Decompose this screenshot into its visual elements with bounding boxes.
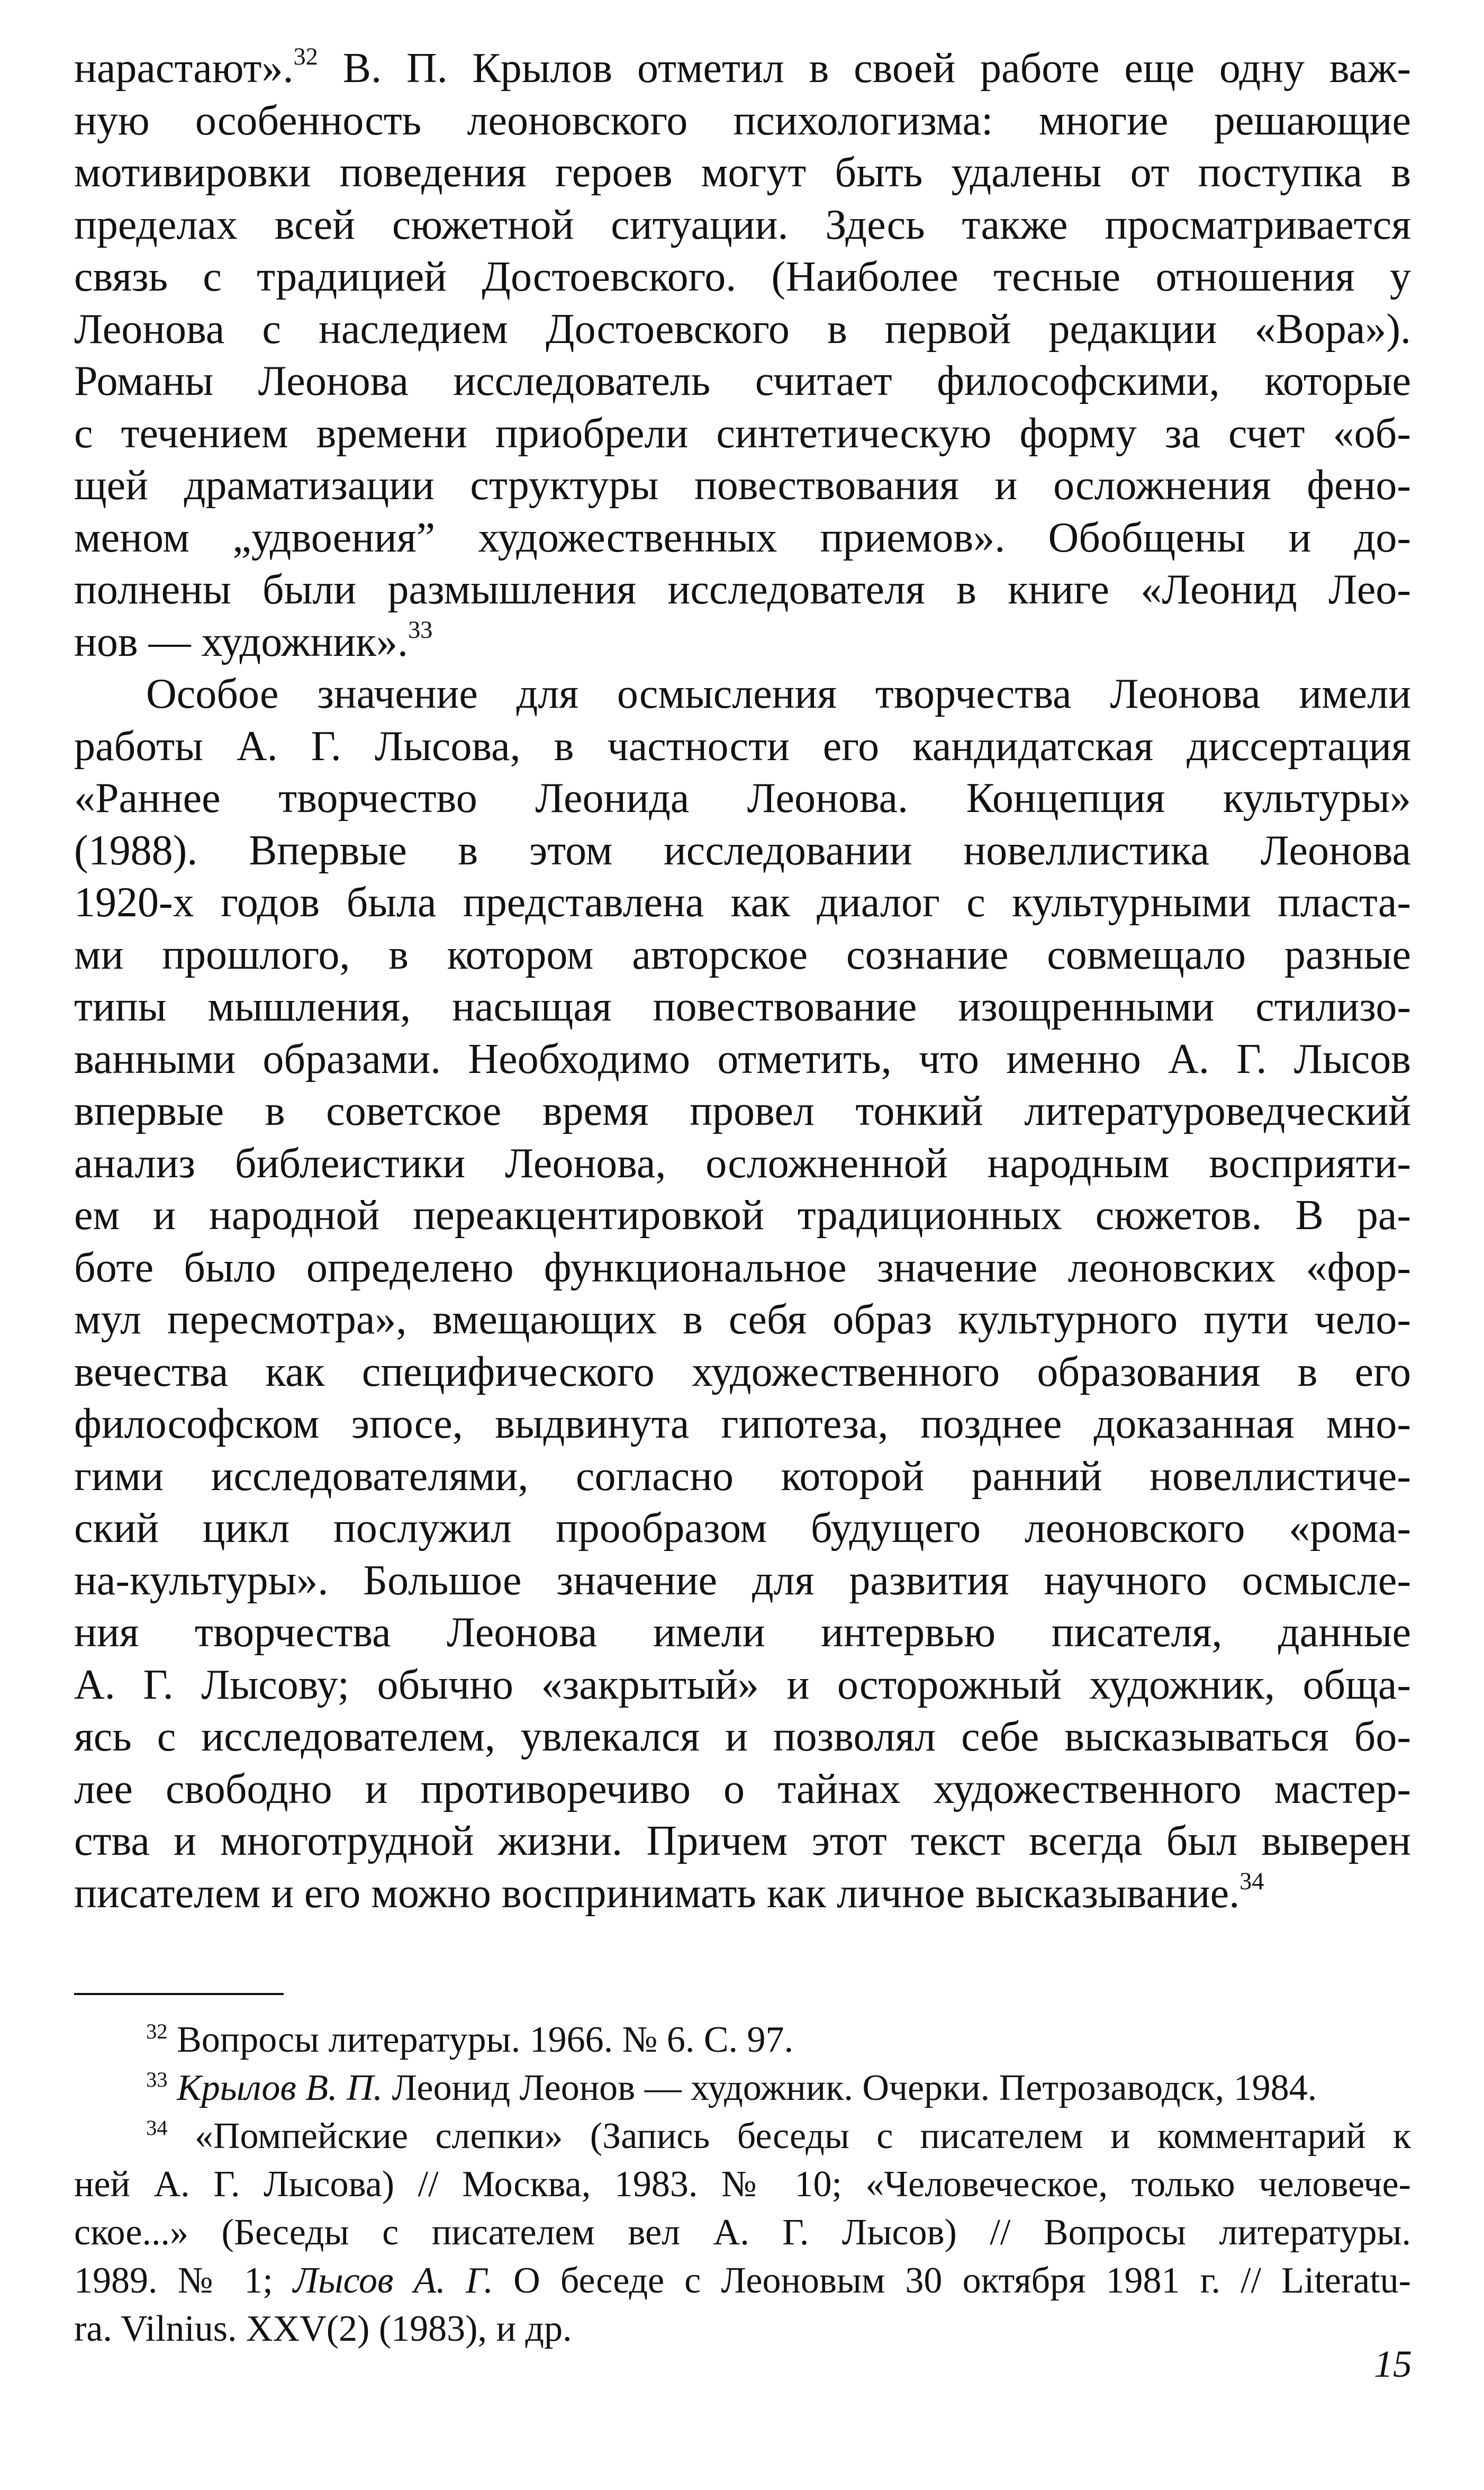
footnotes (74, 2016, 1411, 2353)
paragraph-2 (74, 668, 1411, 1919)
text-line: ванными образами. Необходимо отметить, что именно А. Г. Лысов (74, 1035, 1411, 1082)
footnote-line: 1989. № 1; Лысов А. Г. О беседе с Леоновым 30 октября 1981 г. // Literatu- (74, 2260, 1411, 2301)
footnote-33: $^{33}$ Крылов В. П. Леонид Леонов — художник. Очерки. Петрозаводск, 1984. (146, 2067, 1317, 2108)
text-line: ем и народной переакцентировкой традиционных сюжетов. В ра- (74, 1192, 1411, 1239)
text-line: щей драматизации структуры повествования и осложнения фено- (74, 462, 1411, 509)
text-line: пределах всей сюжетной ситуации. Здесь также просматривается (74, 201, 1411, 248)
text-line: 1920-х годов была представлена как диалог с культурными пласта- (74, 879, 1411, 926)
footnote-number: 34 (146, 2115, 168, 2140)
text-line: «Раннее творчество Леонида Леонова. Концепция культуры» (74, 775, 1411, 822)
footnote-34 (74, 2112, 1411, 2353)
text-line: (1988). Впервые в этом исследовании новеллистика Леонова (74, 827, 1411, 874)
text-line: боте было определено функциональное значение леоновских «фор- (74, 1244, 1411, 1291)
text-line: ния творчества Леонова имели интервью писателя, данные (74, 1609, 1411, 1656)
footnote-line: ское...» (Беседы с писателем вел А. Г. Лысов) // Вопросы литературы. (74, 2212, 1411, 2253)
footnote-ref-33[interactable]: 33 (408, 617, 433, 644)
page-number: 15 (1374, 2343, 1412, 2385)
text-line: мул пересмотра», вмещающих в себя образ культурного пути чело- (74, 1296, 1411, 1343)
text-line: гими исследователями, согласно которой ранний новеллистиче- (74, 1452, 1411, 1500)
footnote-line: ra. Vilnius. XXV(2) (1983), и др. (74, 2308, 572, 2349)
footnote-line: ней А. Г. Лысова) // Москва, 1983. № 10; «Человеческое, только человече- (74, 2164, 1411, 2205)
text-line: Особое значение для осмысления творчества Леонова имели (146, 671, 1411, 717)
footnote-ref-34[interactable]: 34 (1239, 1868, 1264, 1896)
text-line: мотивировки поведения героев могут быть удалены от поступка в (74, 149, 1411, 196)
text-line: полнены были размышления исследователя в книге «Леонид Лео- (74, 566, 1411, 613)
footnote-separator (74, 1993, 284, 1995)
text-line: А. Г. Лысову; обычно «закрытый» и осторожный художник, обща- (74, 1661, 1411, 1708)
text-line: связь с традицией Достоевского. (Наиболее тесные отношения у (74, 254, 1411, 300)
footnote-author: Лысов А. Г. (293, 2260, 493, 2301)
text-line: нарастают».$^{32}$ В. П. Крылов отметил в своей работе еще одну важ- (74, 43, 1411, 92)
text-line: лее свободно и противоречиво о тайнах художественного мастер- (74, 1765, 1411, 1812)
text-line: Леонова с наследием Достоевского в первой редакции «Вора»). (74, 305, 1411, 353)
text-line: ясь с исследователем, увлекался и позволял себе высказываться бо- (74, 1713, 1411, 1760)
text-line: нов — художник».$^{33}$ (74, 617, 433, 665)
text-line: ми прошлого, в котором авторское сознание совмещало разные (74, 931, 1411, 978)
footnote-author: Крылов В. П. (177, 2068, 383, 2108)
footnote-number: 32 (146, 2019, 168, 2043)
text-line: работы А. Г. Лысова, в частности его кандидатская диссертация (74, 723, 1411, 770)
text-line: на-культуры». Большое значение для развития научного осмысле- (74, 1557, 1411, 1604)
text-line: меном „удвоения” художественных приемов». Обобщены и до- (74, 514, 1411, 561)
text-line: типы мышления, насыщая повествование изощренными стилизо- (74, 984, 1411, 1030)
text-line: анализ библеистики Леонова, осложненной народным восприяти- (74, 1140, 1411, 1187)
main-text (74, 42, 1411, 1919)
text-line: ную особенность леоновского психологизма: многие решающие (74, 97, 1411, 144)
text-line: с течением времени приобрели синтетическую форму за счет «об- (74, 410, 1411, 457)
text-line: Романы Леонова исследователь считает философскими, которые (74, 358, 1411, 404)
text-line: философском эпосе, выдвинута гипотеза, позднее доказанная мно- (74, 1401, 1411, 1447)
footnote-32: $^{32}$ Вопросы литературы. 1966. № 6. С. 97. (146, 2019, 794, 2060)
text-line: ский цикл послужил прообразом будущего леоновского «рома- (74, 1505, 1411, 1551)
text-line: писателем и его можно воспринимать как личное высказывание.$^{34}$ (74, 1868, 1264, 1917)
text-line: впервые в советское время провел тонкий литературоведческий (74, 1088, 1411, 1134)
text-line: ства и многотрудной жизни. Причем этот текст всегда был выверен (74, 1818, 1411, 1864)
paragraph-1 (74, 42, 1411, 668)
footnote-line: $^{34}$ «Помпейские слепки» (Запись беседы с писателем и комментарий к (146, 2115, 1411, 2157)
text-line: вечества как специфического художественного образования в его (74, 1348, 1411, 1395)
footnote-ref-32[interactable]: 32 (293, 43, 318, 70)
footnote-number: 33 (146, 2067, 168, 2091)
